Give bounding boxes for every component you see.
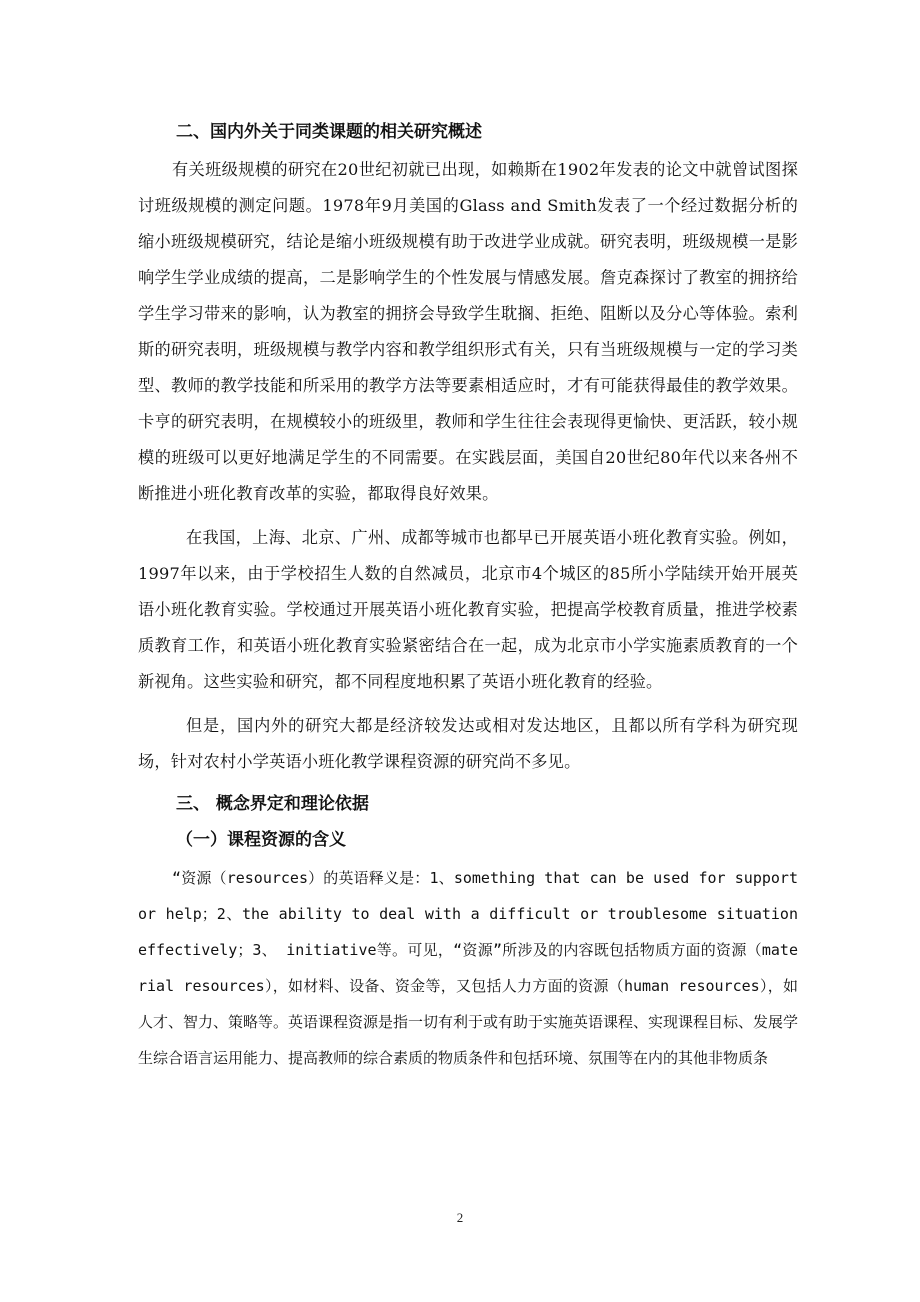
paragraph-china-experiments: 在我国，上海、北京、广州、成都等城市也都早已开展英语小班化教育实验。例如，1997年以来，由于学校招生人数的自然减员，北京市4个城区的85所小学陆续开始开展英语小班化教育实验。学校通过开展英语小班化教育实验，把提高学校教育质量，推进学校素质教育工作，和英语小班化教育实验紧密结合在一起，成为北京市小学实施素质教育的一个新视角。这些实验和研究，都不同程度地积累了英语小班化教育的经验。 (138, 528, 798, 691)
paragraph-resources-definition: “资源（resources）的英语释义是：1、something that can be used for support or help；2、the ability to deal with a difficult or troublesome situation effectively；3、 initiative等。可见，“资源”所涉及的内容既包括物质方面的资源（material resources），如材料、设备、资金等，又包括人力方面的资源（human resources），如人才、智力、策略等。英语课程资源是指一切有利于或有助于实施英语课程、实现课程目标、发展学生综合语言运用能力、提高教师的综合素质的物质条件和包括环境、氛围等在内的其他非物质条 (138, 869, 799, 1067)
page-number: 2 (456, 1210, 464, 1225)
subsection-heading-3-1: （一）课程资源的含义 (176, 830, 346, 850)
section-heading-3: 三、 概念界定和理论依据 (176, 794, 369, 814)
page-content (138, 118, 798, 1084)
paragraph-class-size-research: 有关班级规模的研究在20世纪初就已出现，如赖斯在1902年发表的论文中就曾试图探讨班级规模的测定问题。1978年9月美国的Glass and Smith发表了一个经过数据分析的缩小班级规模研究，结论是缩小班级规模有助于改进学业成就。研究表明，班级规模一是影响学生学业成绩的提高，二是影响学生的个性发展与情感发展。詹克森探讨了教室的拥挤给学生学习带来的影响，认为教室的拥挤会导致学生耽搁、拒绝、阻断以及分心等体验。索利斯的研究表明，班级规模与教学内容和教学组织形式有关，只有当班级规模与一定的学习类型、教师的教学技能和所采用的教学方法等要素相适应时，才有可能获得最佳的教学效果。卡亨的研究表明，在规模较小的班级里，教师和学生往往会表现得更愉快、更活跃，较小规模的班级可以更好地满足学生的不同需要。在实践层面，美国自20世纪80年代以来各州不断推进小班化教育改革的实验，都取得良好效果。 (138, 160, 798, 503)
paragraph-research-gap: 但是，国内外的研究大都是经济较发达或相对发达地区，且都以所有学科为研究现场，针对农村小学英语小班化教学课程资源的研究尚不多见。 (138, 716, 798, 771)
section-heading-2: 二、国内外关于同类课题的相关研究概述 (176, 122, 482, 142)
